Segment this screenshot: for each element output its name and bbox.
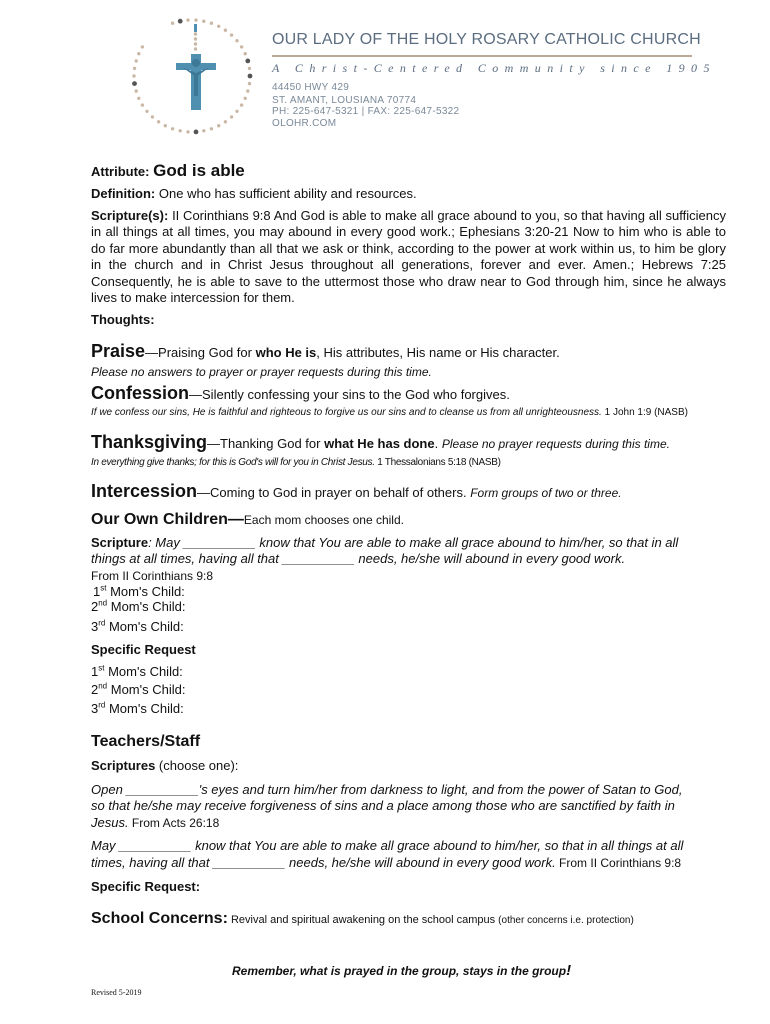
thanksgiving-verse-line	[91, 455, 501, 471]
rosary-bead	[217, 124, 220, 127]
mom-child-1: 1st Mom's Child:	[93, 583, 185, 599]
rosary-bead	[137, 97, 140, 100]
rosary-bead	[135, 59, 138, 62]
confession-verse-line	[91, 405, 688, 421]
children-heading-line	[91, 512, 404, 528]
confession-desc: —Silently confessing your sins to the God who forgives.	[189, 387, 510, 402]
definition-label: Definition:	[91, 186, 156, 201]
may-scripture-ref: From II Corinthians 9:8	[555, 856, 682, 870]
school-concerns-title: School Concerns:	[91, 910, 228, 927]
scripture-text: II Corinthians 9:8 And God is able to make all grace abound to you, so that having all sufficiency in all things at all times, you may abound in every good work.; Ephesians 3:20-21 Now to him who is able to do far more abundantly than all that we ask or think, according to the power at work within us, to him be glory in the church and in Christ Jesus throughout all generations, forever and ever. Amen.; Hebrews 7:25 Consequently, he is able to save to the uttermost those who draw near to God through him, since he always lives to make intercession for them.	[91, 208, 726, 306]
rosary-bead	[245, 59, 250, 64]
children-source: From II Corinthians 9:8	[91, 569, 214, 583]
thanksgiving-title: Thanksgiving	[91, 432, 208, 452]
praise-title: Praise	[91, 341, 146, 361]
school-concerns-desc: Revival and spiritual awakening on the school campus	[227, 914, 499, 926]
open-scripture-ref: From Acts 26:18	[128, 816, 220, 830]
thanksgiving-desc-b: .	[434, 436, 442, 451]
rosary-bead	[240, 103, 243, 106]
scripture-label: Scripture(s):	[91, 208, 169, 223]
rosary-bead	[171, 22, 174, 25]
request-mom-child-1: 1st Mom's Child:	[91, 663, 183, 679]
rosary-bead	[217, 25, 220, 28]
rosary-bead	[194, 47, 197, 50]
rosary-bead	[194, 37, 197, 40]
praise-desc-bold: who He is	[255, 345, 317, 360]
website-link[interactable]: OLOHR.COM	[272, 118, 337, 129]
rosary-bead	[230, 33, 233, 36]
children-scripture-label: Scripture	[91, 535, 149, 550]
rosary-bead	[202, 20, 205, 23]
children-specific-request: Specific Request	[91, 642, 196, 657]
crucifix-icon	[176, 24, 216, 110]
phone-fax: PH: 225-647-5321 | FAX: 225-647-5322	[272, 106, 460, 117]
rosary-logo	[108, 14, 268, 144]
rosary-bead	[240, 45, 243, 48]
children-scripture-line-2: things at all times, having all that __________ needs, he/she will abound in every good work.	[91, 551, 626, 566]
rosary-bead	[210, 22, 213, 25]
address-line-2: ST. AMANT, LOUSIANA 70774	[272, 95, 417, 106]
rosary-bead	[186, 18, 189, 21]
rosary-bead	[244, 52, 247, 55]
open-scripture-line-3: Jesus. From Acts 26:18	[91, 815, 220, 830]
thanksgiving-desc-bold: what He has done	[324, 436, 435, 451]
intercession-title: Intercession	[91, 481, 198, 501]
rosary-bead	[230, 115, 233, 118]
rosary-bead	[132, 74, 135, 77]
teachers-scriptures-line	[91, 758, 238, 774]
rosary-bead	[244, 97, 247, 100]
attribute-label: Attribute:	[91, 164, 150, 179]
thoughts-heading: Thoughts:	[91, 312, 155, 327]
intercession-note: Form groups of two or three.	[470, 486, 622, 500]
rosary-crucifix-icon	[108, 14, 268, 144]
mom-child-2: 2nd Mom's Child:	[91, 598, 186, 614]
praise-line	[91, 343, 560, 361]
rosary-bead	[137, 52, 140, 55]
address-line-1: 44450 HWY 429	[272, 82, 350, 93]
rosary-bead	[248, 82, 251, 85]
rosary-bead	[133, 67, 136, 70]
confession-verse: If we confess our sins, He is faithful and righteous to forgive us our sins and to cleanse us from all unrighteousness.	[91, 407, 602, 418]
rosary-bead	[141, 103, 144, 106]
rosary-bead	[141, 45, 144, 48]
open-scripture-line-2: so that he/she may receive forgiveness of sins and a place among those who are sanctified by faith in	[91, 798, 675, 813]
rosary-bead	[194, 130, 199, 135]
praise-desc-a: —Praising God for	[145, 345, 256, 360]
rosary-bead	[132, 81, 137, 86]
rosary-bead	[246, 89, 249, 92]
rosary-bead	[157, 120, 160, 123]
attribute-line	[91, 163, 245, 180]
scripture-paragraph	[91, 208, 726, 306]
children-scripture-text-1: : May __________ know that You are able to make all grace abound to him/her, so that in all	[148, 535, 679, 550]
may-scripture-line-1: May __________ know that You are able to make all grace abound to him/her, so that in all things at all	[91, 838, 684, 853]
rosary-bead	[171, 127, 174, 130]
thanksgiving-ref: 1 Thessalonians 5:18 (NASB)	[374, 457, 501, 468]
children-desc: Each mom chooses one child.	[243, 513, 404, 527]
rosary-bead	[178, 19, 183, 24]
rosary-bead	[151, 115, 154, 118]
header-divider	[272, 55, 692, 57]
rosary-bead	[135, 89, 138, 92]
praise-note: Please no answers to prayer or prayer requests during this time.	[91, 365, 432, 379]
rosary-bead	[224, 120, 227, 123]
open-scripture-line-1: Open __________'s eyes and turn him/her from darkness to light, and from the power of Satan to God,	[91, 782, 683, 797]
thanksgiving-note: Please no prayer requests during this time.	[441, 437, 670, 451]
attribute-value: God is able	[153, 161, 245, 180]
school-concerns-line	[91, 911, 634, 929]
teachers-scriptures-label: Scriptures	[91, 758, 156, 773]
rosary-bead	[235, 110, 238, 113]
children-title: Our Own Children—	[91, 511, 244, 528]
rosary-bead	[145, 110, 148, 113]
intercession-desc: —Coming to God in prayer on behalf of others.	[197, 485, 471, 500]
definition-value: One who has sufficient ability and resources.	[158, 186, 417, 201]
closing-remark: Remember, what is prayed in the group, stays in the group!	[232, 962, 572, 979]
rosary-bead	[194, 42, 197, 45]
teachers-specific-request: Specific Request:	[91, 879, 201, 894]
teachers-scriptures-note: (choose one):	[155, 758, 239, 773]
mom-child-3: 3rd Mom's Child:	[91, 618, 184, 634]
church-name: OUR LADY OF THE HOLY ROSARY CATHOLIC CHURCH	[272, 31, 701, 48]
rosary-bead	[179, 129, 182, 132]
rosary-bead	[224, 29, 227, 32]
confession-title: Confession	[91, 383, 190, 403]
rosary-bead	[186, 130, 189, 133]
thanksgiving-desc-a: —Thanking God for	[207, 436, 325, 451]
rosary-bead	[235, 39, 238, 42]
confession-ref: 1 John 1:9 (NASB)	[601, 407, 688, 418]
definition-line	[91, 186, 417, 202]
rosary-bead	[202, 129, 205, 132]
thanksgiving-line	[91, 434, 670, 452]
rosary-bead	[248, 67, 251, 70]
request-mom-child-3: 3rd Mom's Child:	[91, 700, 184, 716]
revised-date: Revised 5-2019	[91, 988, 142, 997]
rosary-bead	[248, 74, 253, 79]
rosary-bead	[164, 124, 167, 127]
praise-desc-b: , His attributes, His name or His character.	[316, 345, 560, 360]
church-tagline: A Christ-Centered Community since 1905	[272, 61, 716, 75]
may-scripture-line-2: times, having all that __________ needs, he/she will abound in every good work. From II Corinthians 9:8	[91, 855, 682, 870]
confession-line	[91, 385, 510, 403]
teachers-title: Teachers/Staff	[91, 733, 201, 750]
rosary-bead	[210, 127, 213, 130]
children-scripture-line-1	[91, 535, 678, 551]
thanksgiving-verse: In everything give thanks; for this is God's will for you in Christ Jesus.	[91, 457, 375, 468]
rosary-bead	[194, 32, 197, 35]
rosary-bead	[194, 18, 197, 21]
school-concerns-note: (other concerns i.e. protection)	[498, 915, 634, 926]
request-mom-child-2: 2nd Mom's Child:	[91, 681, 186, 697]
intercession-line	[91, 483, 622, 501]
